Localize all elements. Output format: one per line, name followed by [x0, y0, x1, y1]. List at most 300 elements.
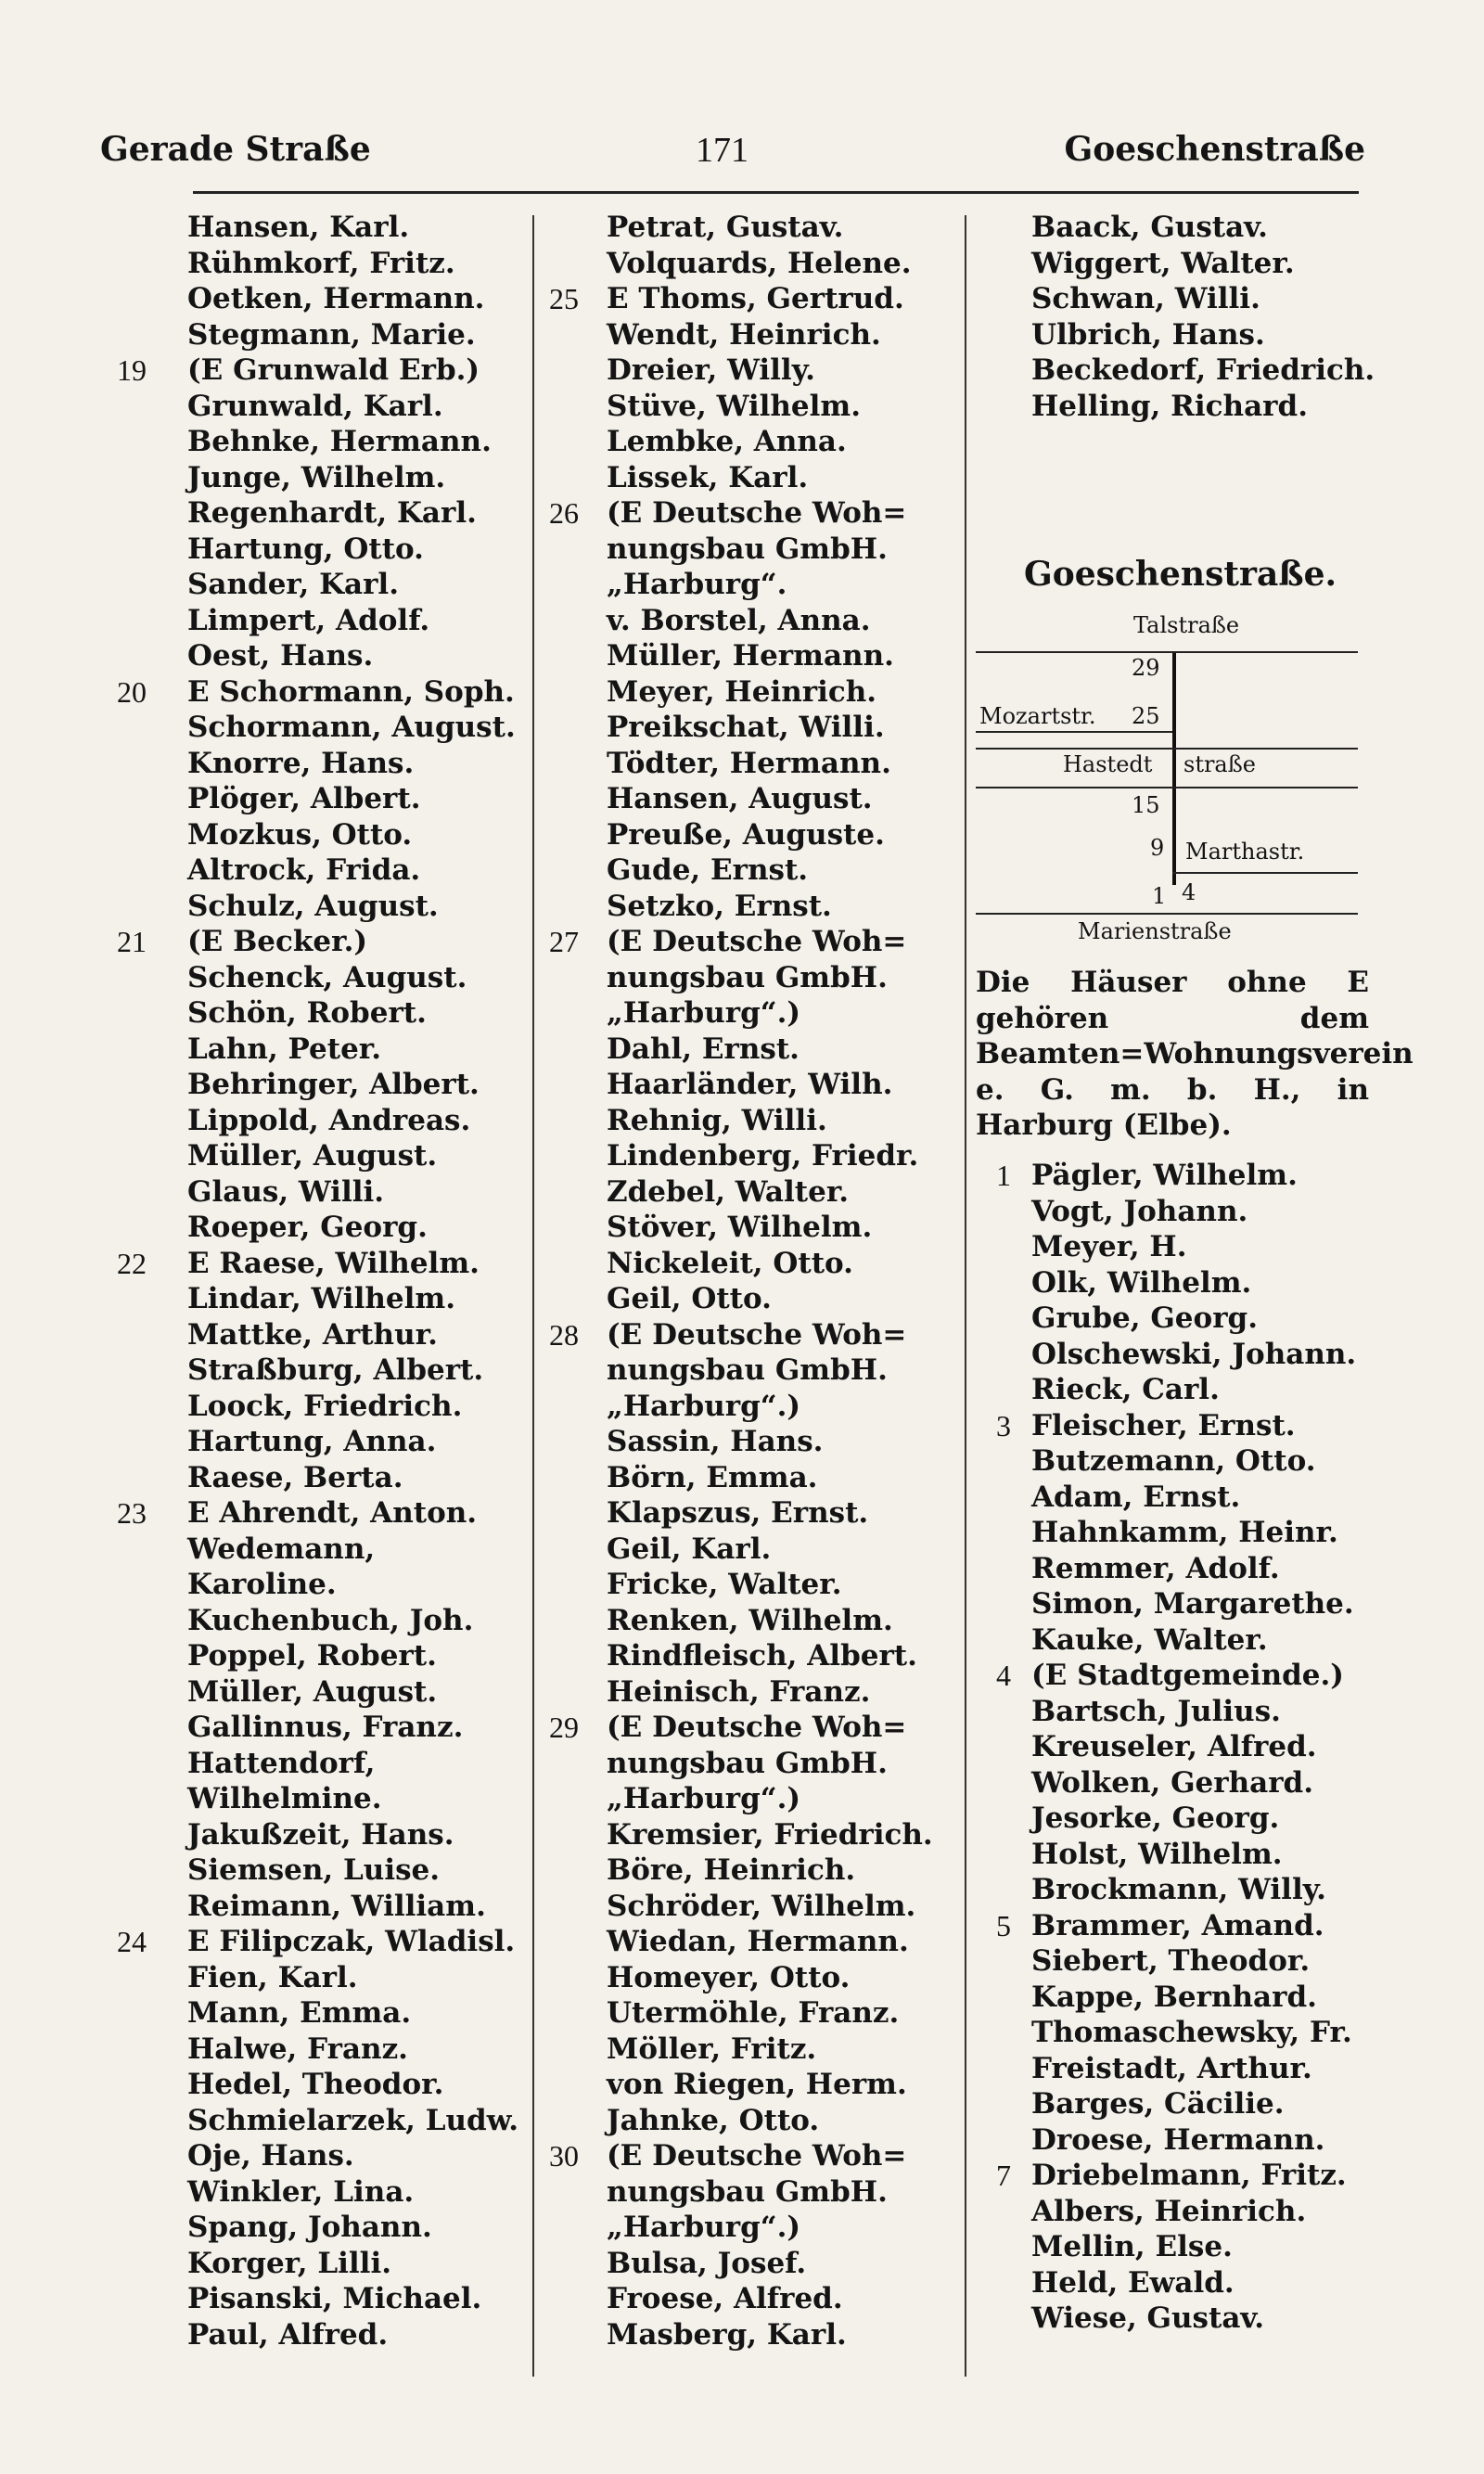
diagram-rule [976, 651, 1358, 653]
directory-entry [965, 1480, 1401, 1516]
resident-name: v. Borstel, Anna. [607, 603, 871, 637]
resident-name: Schwan, Willi. [1031, 282, 1260, 315]
directory-entry [100, 1317, 536, 1353]
directory-entry [965, 1443, 1401, 1480]
directory-entry [965, 1337, 1401, 1373]
resident-name: Grube, Georg. [1031, 1301, 1259, 1335]
resident-name: Wiedan, Hermann. [607, 1925, 909, 1958]
house-number: 1 [996, 1159, 1011, 1192]
directory-entry [965, 1943, 1401, 1980]
resident-name: Mann, Emma. [187, 1996, 412, 2030]
resident-name: Meyer, Heinrich. [607, 674, 877, 709]
resident-name: Mattke, Arthur. [187, 1317, 438, 1352]
resident-name: Poppel, Robert. [187, 1639, 437, 1673]
resident-name: Jakußzeit, Hans. [187, 1817, 454, 1852]
directory-entry [532, 2281, 968, 2317]
resident-name: nungsbau GmbH. [607, 1746, 888, 1780]
directory-entry [100, 424, 536, 460]
resident-name: Droese, Hermann. [1031, 2122, 1325, 2157]
directory-entry [532, 710, 968, 746]
resident-name: (E Deutsche Woh= [607, 2139, 907, 2173]
resident-name: Behringer, Albert. [187, 1068, 480, 1101]
directory-entry [532, 1389, 968, 1425]
resident-name: Straßburg, Albert. [187, 1353, 484, 1387]
resident-name: Lindar, Wilhelm. [187, 1282, 455, 1315]
resident-name: Klapszus, Ernst. [607, 1496, 869, 1530]
directory-entry [100, 210, 536, 246]
directory-entry [532, 1889, 968, 1925]
directory-entry [100, 1174, 536, 1211]
directory-entry [532, 2138, 968, 2174]
directory-entry [100, 2032, 536, 2068]
directory-entry [532, 281, 968, 317]
directory-entry [532, 1852, 968, 1889]
resident-name: Brammer, Amand. [1031, 1908, 1324, 1942]
directory-entry [532, 995, 968, 1032]
directory-entry [100, 1032, 536, 1068]
directory-entry [100, 2174, 536, 2211]
directory-entry [532, 1603, 968, 1639]
resident-name: Paul, Alfred. [187, 2317, 389, 2352]
resident-name: Sassin, Hans. [607, 1425, 824, 1458]
resident-name: Plöger, Albert. [187, 782, 421, 815]
directory-entry [965, 281, 1401, 317]
directory-entry [100, 960, 536, 996]
resident-name: Grunwald, Karl. [187, 389, 443, 423]
house-number: 21 [117, 925, 147, 958]
directory-entry [100, 2138, 536, 2174]
directory-entry [532, 317, 968, 353]
resident-name: Loock, Friedrich. [187, 1389, 463, 1423]
directory-entry [965, 1729, 1401, 1765]
directory-entry [965, 1408, 1401, 1444]
resident-name: „Harburg“.) [607, 1782, 801, 1815]
directory-entry [100, 1067, 536, 1103]
directory-entry [532, 1460, 968, 1496]
resident-name: (E Grunwald Erb.) [187, 353, 480, 387]
resident-name: Reimann, William. [187, 1889, 486, 1923]
street-diagram [976, 612, 1365, 946]
resident-name: Hartung, Otto. [187, 532, 424, 566]
resident-name: Geil, Otto. [607, 1282, 772, 1315]
resident-name: Fleischer, Ernst. [1031, 1408, 1296, 1442]
resident-name: Müller, August. [187, 1139, 438, 1173]
resident-name: Haarländer, Wilh. [607, 1068, 893, 1101]
resident-name: Wiggert, Walter. [1031, 246, 1295, 280]
directory-entry [532, 1532, 968, 1568]
resident-name: Simon, Margarethe. [1031, 1587, 1354, 1621]
directory-entry [100, 1960, 536, 1996]
resident-name: Korger, Lilli. [187, 2246, 392, 2280]
directory-entry [100, 1781, 536, 1817]
resident-name: Baack, Gustav. [1031, 211, 1268, 244]
house-number: 3 [996, 1408, 1011, 1442]
directory-entry [100, 1924, 536, 1960]
resident-name: Kappe, Bernhard. [1031, 1980, 1317, 2014]
resident-name: Lissek, Karl. [607, 460, 809, 494]
resident-name: Butzemann, Otto. [1031, 1444, 1316, 1478]
diagram-street [1172, 653, 1176, 885]
resident-name: Wedemann, [187, 1532, 376, 1566]
directory-entry [532, 960, 968, 996]
directory-entry [965, 2051, 1401, 2087]
resident-name: Renken, Wilhelm. [607, 1603, 893, 1637]
directory-entry [965, 2229, 1401, 2265]
directory-entry [100, 281, 536, 317]
resident-name: Siebert, Theodor. [1031, 1944, 1311, 1978]
directory-entry [100, 2067, 536, 2103]
directory-entry [965, 1872, 1401, 1908]
resident-name: Hattendorf, [187, 1746, 376, 1780]
resident-name: Wilhelmine. [187, 1782, 382, 1815]
directory-entry [100, 1638, 536, 1674]
directory-entry [532, 1638, 968, 1674]
directory-entry [100, 1281, 536, 1317]
resident-name: nungsbau GmbH. [607, 1353, 888, 1387]
resident-name: Karoline. [187, 1568, 337, 1601]
directory-entry [100, 1817, 536, 1853]
resident-name: Schön, Robert. [187, 996, 427, 1030]
directory-entry [100, 1246, 536, 1282]
resident-name: Geil, Karl. [607, 1532, 772, 1566]
house-number: 7 [996, 2159, 1011, 2192]
directory-entry [965, 1194, 1401, 1230]
resident-name: Wolken, Gerhard. [1031, 1765, 1314, 1800]
resident-name: Hahnkamm, Heinr. [1031, 1516, 1338, 1549]
diagram-label-martha: Marthastr. [1185, 839, 1305, 865]
resident-name: Volquards, Helene. [607, 246, 912, 280]
house-number: 19 [117, 353, 147, 387]
resident-name: Remmer, Adolf. [1031, 1551, 1280, 1585]
directory-entry [532, 246, 968, 282]
directory-entry [532, 210, 968, 246]
page-number: 171 [696, 131, 748, 170]
directory-entry [965, 1694, 1401, 1730]
directory-entry [965, 1229, 1401, 1265]
directory-entry [965, 2015, 1401, 2051]
directory-entry [532, 2317, 968, 2353]
directory-entry [100, 1138, 536, 1174]
directory-entry [965, 2194, 1401, 2230]
directory-entry [100, 2317, 536, 2353]
house-number: 29 [549, 1711, 579, 1744]
diagram-rule [976, 731, 1172, 733]
resident-name: Junge, Wilhelm. [187, 460, 446, 494]
resident-name: Jahnke, Otto. [607, 2103, 820, 2137]
resident-name: Preuße, Auguste. [607, 817, 885, 852]
resident-name: Olschewski, Johann. [1031, 1337, 1357, 1371]
directory-entry [100, 746, 536, 782]
resident-name: (E Deutsche Woh= [607, 496, 907, 530]
resident-name: Kauke, Walter. [1031, 1622, 1268, 1657]
resident-name: Hansen, Karl. [187, 211, 410, 244]
diagram-number: 1 [1152, 883, 1167, 909]
resident-name: „Harburg“. [607, 568, 787, 601]
directory-entry [965, 2301, 1401, 2337]
resident-name: (E Stadtgemeinde.) [1031, 1659, 1344, 1692]
directory-entry [100, 1532, 536, 1568]
resident-name: Stüve, Wilhelm. [607, 389, 862, 423]
resident-name: Pisanski, Michael. [187, 2282, 482, 2315]
resident-name: Oest, Hans. [187, 639, 374, 673]
resident-name: Gude, Ernst. [607, 853, 809, 887]
directory-entry [532, 1781, 968, 1817]
directory-entry [100, 674, 536, 711]
resident-name: E Filipczak, Wladisl. [187, 1925, 516, 1958]
directory-entry [532, 2103, 968, 2139]
house-number: 23 [117, 1496, 147, 1530]
directory-entry [100, 1746, 536, 1782]
resident-name: E Raese, Wilhelm. [187, 1246, 480, 1280]
resident-name: Barges, Cäcilie. [1031, 2087, 1285, 2121]
directory-entry [100, 995, 536, 1032]
directory-entry [532, 924, 968, 960]
resident-name: Möller, Fritz. [607, 2032, 817, 2066]
directory-entry [100, 1103, 536, 1139]
resident-name: Nickeleit, Otto. [607, 1246, 853, 1280]
resident-name: Jesorke, Georg. [1031, 1801, 1280, 1835]
directory-entry [532, 495, 968, 532]
house-number: 22 [117, 1246, 147, 1280]
directory-entry [100, 817, 536, 853]
directory-entry [100, 532, 536, 568]
resident-name: Regenhardt, Karl. [187, 496, 477, 530]
resident-name: Stegmann, Marie. [187, 317, 476, 352]
directory-entry [100, 460, 536, 496]
directory-entry [965, 1980, 1401, 2016]
directory-entry [532, 674, 968, 711]
resident-name: „Harburg“.) [607, 1389, 801, 1423]
resident-name: Rindfleisch, Albert. [607, 1639, 917, 1673]
resident-name: Spang, Johann. [187, 2211, 432, 2244]
directory-entry [965, 1301, 1401, 1337]
directory-entry [532, 2210, 968, 2246]
resident-name: Sander, Karl. [187, 568, 400, 601]
directory-entry [965, 2265, 1401, 2301]
resident-name: (E Deutsche Woh= [607, 1317, 907, 1352]
resident-name: Knorre, Hans. [187, 746, 415, 780]
directory-entry [965, 1908, 1401, 1944]
resident-name: Hartung, Anna. [187, 1425, 437, 1458]
header-rule [193, 191, 1359, 194]
directory-entry [100, 2246, 536, 2282]
directory-entry [100, 567, 536, 603]
directory-entry [100, 495, 536, 532]
resident-name: Halwe, Franz. [187, 2032, 408, 2066]
resident-name: Albers, Heinrich. [1031, 2194, 1307, 2228]
resident-name: Froese, Alfred. [607, 2282, 843, 2315]
column-3-top [965, 210, 1401, 424]
resident-name: E Thoms, Gertrud. [607, 282, 904, 315]
directory-entry [965, 1265, 1401, 1301]
resident-name: Schmielarzek, Ludw. [187, 2103, 519, 2137]
directory-entry [532, 1174, 968, 1211]
directory-entry [100, 2210, 536, 2246]
directory-entry [532, 1317, 968, 1353]
directory-entry [532, 567, 968, 603]
directory-entry [965, 1837, 1401, 1873]
house-number: 26 [549, 496, 579, 530]
directory-entry [965, 1658, 1401, 1694]
directory-entry [532, 1032, 968, 1068]
directory-entry [100, 1852, 536, 1889]
resident-name: Schenck, August. [187, 960, 467, 994]
diagram-rule [976, 748, 1358, 750]
resident-name: nungsbau GmbH. [607, 532, 888, 566]
resident-name: Fien, Karl. [187, 1960, 358, 1994]
directory-entry [965, 1765, 1401, 1801]
resident-name: „Harburg“.) [607, 996, 801, 1030]
resident-name: Stöver, Wilhelm. [607, 1211, 873, 1244]
resident-name: Meyer, H. [1031, 1230, 1187, 1263]
resident-name: E Schormann, Soph. [187, 674, 515, 709]
resident-name: Rehnig, Willi. [607, 1103, 827, 1137]
resident-name: Setzko, Ernst. [607, 889, 832, 923]
resident-name: Heinisch, Franz. [607, 1674, 871, 1709]
directory-entry [100, 1424, 536, 1460]
directory-entry [532, 1352, 968, 1389]
directory-entry [965, 1801, 1401, 1837]
directory-entry [965, 389, 1401, 425]
directory-entry [100, 2103, 536, 2139]
resident-name: Freistadt, Arthur. [1031, 2051, 1312, 2085]
resident-name: von Riegen, Herm. [607, 2068, 907, 2101]
directory-entry [965, 353, 1401, 389]
diagram-label-top: Talstraße [1133, 612, 1240, 638]
section-heading: Goeschenstraße. [1024, 555, 1337, 594]
directory-entry [532, 1924, 968, 1960]
directory-entry [532, 852, 968, 889]
directory-entry [532, 1746, 968, 1782]
resident-name: Utermöhle, Franz. [607, 1996, 900, 2030]
directory-entry [532, 2067, 968, 2103]
resident-name: (E Deutsche Woh= [607, 925, 907, 958]
directory-entry [532, 1710, 968, 1746]
directory-entry [100, 1567, 536, 1603]
resident-name: Ulbrich, Hans. [1031, 317, 1265, 352]
directory-entry [532, 1210, 968, 1246]
diagram-label-hastedt: Hastedt [1063, 751, 1153, 777]
house-number: 24 [117, 1925, 147, 1958]
diagram-rule [1172, 872, 1358, 874]
directory-entry [532, 781, 968, 817]
resident-name: Böre, Heinrich. [607, 1853, 856, 1887]
directory-entry [532, 1674, 968, 1711]
directory-entry [100, 1352, 536, 1389]
directory-entry [532, 817, 968, 853]
resident-name: Glaus, Willi. [187, 1174, 385, 1209]
directory-entry [532, 1138, 968, 1174]
resident-name: Altrock, Frida. [187, 853, 421, 887]
diagram-number: 29 [1132, 655, 1160, 681]
directory-entry [100, 2281, 536, 2317]
resident-name: Adam, Ernst. [1031, 1480, 1241, 1514]
diagram-label-bottom: Marienstraße [1078, 918, 1232, 944]
directory-entry [532, 424, 968, 460]
resident-name: (E Becker.) [187, 925, 368, 958]
resident-name: Winkler, Lina. [187, 2174, 415, 2209]
resident-name: Limpert, Adolf. [187, 603, 430, 637]
resident-name: Petrat, Gustav. [607, 211, 844, 244]
resident-name: „Harburg“.) [607, 2211, 801, 2244]
column-3-bottom [965, 1158, 1401, 2337]
resident-name: Oetken, Hermann. [187, 282, 485, 315]
resident-name: Kremsier, Friedrich. [607, 1817, 933, 1852]
directory-entry [100, 317, 536, 353]
resident-name: Roeper, Georg. [187, 1211, 428, 1244]
directory-entry [100, 1460, 536, 1496]
resident-name: Siemsen, Luise. [187, 1853, 441, 1887]
resident-name: Masberg, Karl. [607, 2317, 847, 2352]
directory-entry [100, 1495, 536, 1532]
directory-entry [532, 460, 968, 496]
resident-name: Brockmann, Willy. [1031, 1873, 1326, 1906]
directory-entry [965, 2122, 1401, 2159]
resident-name: Rieck, Carl. [1031, 1373, 1220, 1406]
resident-name: Schröder, Wilhelm. [607, 1889, 916, 1923]
directory-entry [100, 852, 536, 889]
resident-name: Lippold, Andreas. [187, 1103, 471, 1137]
directory-entry [532, 1960, 968, 1996]
directory-entry [100, 603, 536, 639]
house-number: 25 [549, 282, 579, 315]
resident-name: (E Deutsche Woh= [607, 1711, 907, 1744]
directory-entry [532, 2032, 968, 2068]
house-number: 27 [549, 925, 579, 958]
resident-name: Kuchenbuch, Joh. [187, 1603, 474, 1637]
resident-name: Zdebel, Walter. [607, 1174, 850, 1209]
house-number: 5 [996, 1908, 1011, 1942]
resident-name: Beckedorf, Friedrich. [1031, 353, 1375, 387]
house-number: 30 [549, 2139, 579, 2173]
resident-name: Lembke, Anna. [607, 425, 847, 458]
resident-name: Schulz, August. [187, 889, 439, 923]
running-head-right: Goeschenstraße [1064, 130, 1365, 169]
directory-entry [532, 532, 968, 568]
resident-name: Schormann, August. [187, 711, 516, 744]
directory-entry [100, 353, 536, 389]
directory-entry [100, 1674, 536, 1711]
directory-entry [532, 2246, 968, 2282]
resident-name: Mellin, Else. [1031, 2230, 1233, 2263]
column-1 [100, 210, 536, 2352]
diagram-rule [976, 787, 1358, 788]
directory-entry [532, 1424, 968, 1460]
resident-name: Hedel, Theodor. [187, 2068, 444, 2101]
resident-name: Homeyer, Otto. [607, 1960, 851, 1994]
directory-entry [965, 1158, 1401, 1194]
resident-name: Kreuseler, Alfred. [1031, 1730, 1317, 1763]
directory-entry [100, 1389, 536, 1425]
resident-name: Thomaschewsky, Fr. [1031, 2016, 1352, 2049]
resident-name: Wendt, Heinrich. [607, 317, 881, 352]
diagram-number: 15 [1132, 792, 1160, 818]
directory-entry [100, 924, 536, 960]
directory-entry [100, 638, 536, 674]
diagram-label-mozart: Mozartstr. [979, 703, 1096, 729]
resident-name: Hansen, August. [607, 782, 873, 815]
resident-name: Held, Ewald. [1031, 2265, 1235, 2300]
directory-entry [965, 1551, 1401, 1587]
running-head-left: Gerade Straße [100, 130, 371, 169]
directory-entry [532, 389, 968, 425]
directory-entry [532, 1495, 968, 1532]
directory-entry [532, 1281, 968, 1317]
house-number: 28 [549, 1317, 579, 1352]
resident-name: nungsbau GmbH. [607, 2174, 888, 2209]
directory-entry [100, 1710, 536, 1746]
resident-name: Oje, Hans. [187, 2139, 354, 2173]
